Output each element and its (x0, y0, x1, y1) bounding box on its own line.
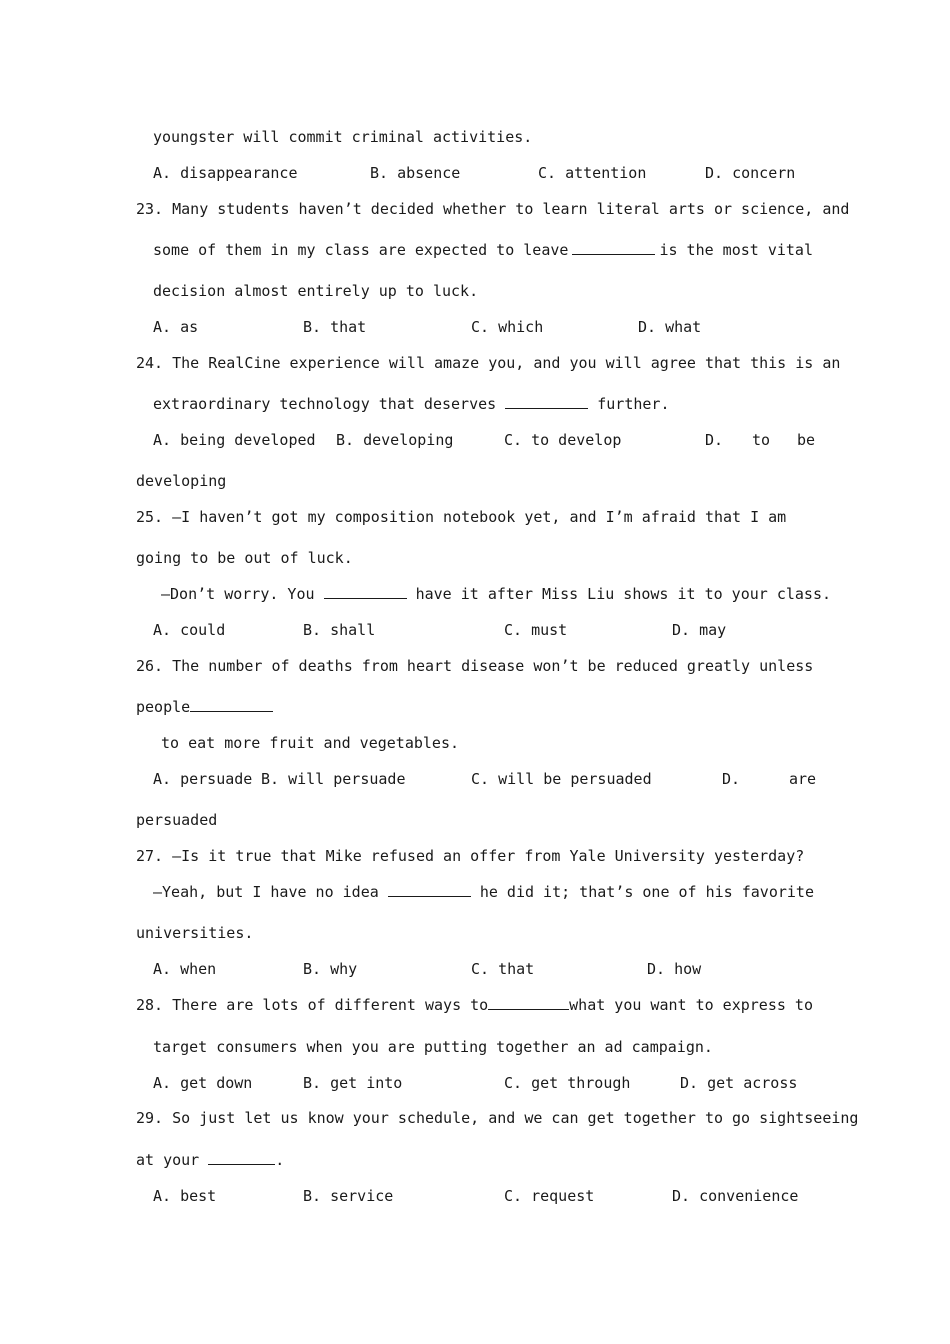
q24-line2-end: further. (597, 395, 670, 413)
q26-option-b: B. will persuade (261, 770, 406, 788)
q23-option-d: D. what (638, 318, 702, 336)
q24-answer-blank (505, 394, 588, 409)
q25-options (0, 620, 950, 640)
q27-option-d: D. how (647, 960, 702, 978)
q25-option-c: C. must (504, 621, 568, 639)
q26-option-d-letter: D. (722, 770, 741, 788)
q27-line2-start: —Yeah, but I have no idea (153, 883, 379, 901)
q23-line1: 23. Many students haven’t decided whether to learn literal arts or science, and (136, 200, 850, 218)
q29-option-c: C. request (504, 1187, 595, 1205)
q28-line1 (136, 995, 813, 1015)
q27-answer-blank (388, 882, 471, 897)
q25-option-b: B. shall (303, 621, 376, 639)
q29-line2-end: . (275, 1151, 285, 1169)
q27-option-b: B. why (303, 960, 358, 978)
q23-answer-blank (572, 240, 655, 255)
q22-option-d: D. concern (705, 164, 796, 182)
q24-option-b: B. developing (336, 431, 454, 449)
q24-line1: 24. The RealCine experience will amaze you, and you will agree that this is an (136, 354, 841, 372)
q24-option-c: C. to develop (504, 431, 622, 449)
q25-line2: going to be out of luck. (136, 549, 353, 567)
q28-option-a: A. get down (153, 1074, 253, 1092)
q24-line2 (153, 394, 669, 414)
q28-line1-end: what you want to express to (569, 996, 813, 1014)
q27-option-a: A. when (153, 960, 217, 978)
q24-option-d-wrap: developing (136, 472, 227, 490)
q29-option-b: B. service (303, 1187, 394, 1205)
q27-line1: 27. —Is it true that Mike refused an offer from Yale University yesterday? (136, 847, 805, 865)
q23-line3: decision almost entirely up to luck. (153, 282, 479, 300)
q26-options (0, 769, 950, 789)
q25-line3-start: —Don’t worry. You (161, 585, 315, 603)
q23-option-a: A. as (153, 318, 199, 336)
q25-line3-end: have it after Miss Liu shows it to your class. (415, 585, 832, 603)
q23-line2-end: is the most vital (659, 241, 813, 259)
q25-line3 (161, 584, 831, 604)
q29-line2-start: at your (136, 1151, 200, 1169)
q22-option-a: A. disappearance (153, 164, 298, 182)
q29-option-a: A. best (153, 1187, 217, 1205)
q28-option-d: D. get across (680, 1074, 798, 1092)
q26-line3: to eat more fruit and vegetables. (161, 734, 460, 752)
q26-option-d-wrap: persuaded (136, 811, 218, 829)
q26-line2 (136, 697, 273, 717)
q22-option-c: C. attention (538, 164, 647, 182)
q24-option-d-letter: D. (705, 431, 724, 449)
q28-option-b: B. get into (303, 1074, 403, 1092)
q24-option-d-word1: to (752, 431, 771, 449)
q24-option-a: A. being developed (153, 431, 316, 449)
q26-line1: 26. The number of deaths from heart disease won’t be reduced greatly unless (136, 657, 814, 675)
q27-option-c: C. that (471, 960, 535, 978)
q23-line2 (153, 240, 813, 260)
q25-option-d: D. may (672, 621, 727, 639)
q26-option-a: A. persuade (153, 770, 253, 788)
q27-line3: universities. (136, 924, 254, 942)
q27-line2 (153, 882, 814, 902)
q23-options (0, 317, 950, 337)
q24-options (0, 430, 950, 450)
q26-option-d-word1: are (789, 770, 817, 788)
q23-option-b: B. that (303, 318, 367, 336)
q26-answer-blank (190, 697, 273, 712)
q27-line2-end: he did it; that’s one of his favorite (479, 883, 814, 901)
q28-answer-blank (488, 995, 569, 1010)
q29-line1: 29. So just let us know your schedule, and we can get together to go sightseeing (136, 1109, 859, 1127)
q22-line1: youngster will commit criminal activities. (153, 128, 533, 146)
q28-option-c: C. get through (504, 1074, 631, 1092)
q28-line2: target consumers when you are putting together an ad campaign. (153, 1038, 713, 1056)
q22-options (0, 163, 950, 183)
q29-line2 (136, 1150, 284, 1170)
q22-option-b: B. absence (370, 164, 461, 182)
q28-options (0, 1073, 950, 1093)
q29-option-d: D. convenience (672, 1187, 799, 1205)
q24-line2-start: extraordinary technology that deserves (153, 395, 497, 413)
q26-line2-start: people (136, 698, 191, 716)
q24-option-d-word2: be (797, 431, 816, 449)
q25-option-a: A. could (153, 621, 226, 639)
q28-line1-start: 28. There are lots of different ways to (136, 996, 489, 1014)
q29-options (0, 1186, 950, 1206)
q26-option-c: C. will be persuaded (471, 770, 652, 788)
q27-options (0, 959, 950, 979)
q23-option-c: C. which (471, 318, 544, 336)
q25-line1: 25. —I haven’t got my composition notebook yet, and I’m afraid that I am (136, 508, 787, 526)
q29-answer-blank (208, 1150, 275, 1165)
q23-line2-start: some of them in my class are expected to leave (153, 241, 569, 259)
q25-answer-blank (324, 584, 407, 599)
